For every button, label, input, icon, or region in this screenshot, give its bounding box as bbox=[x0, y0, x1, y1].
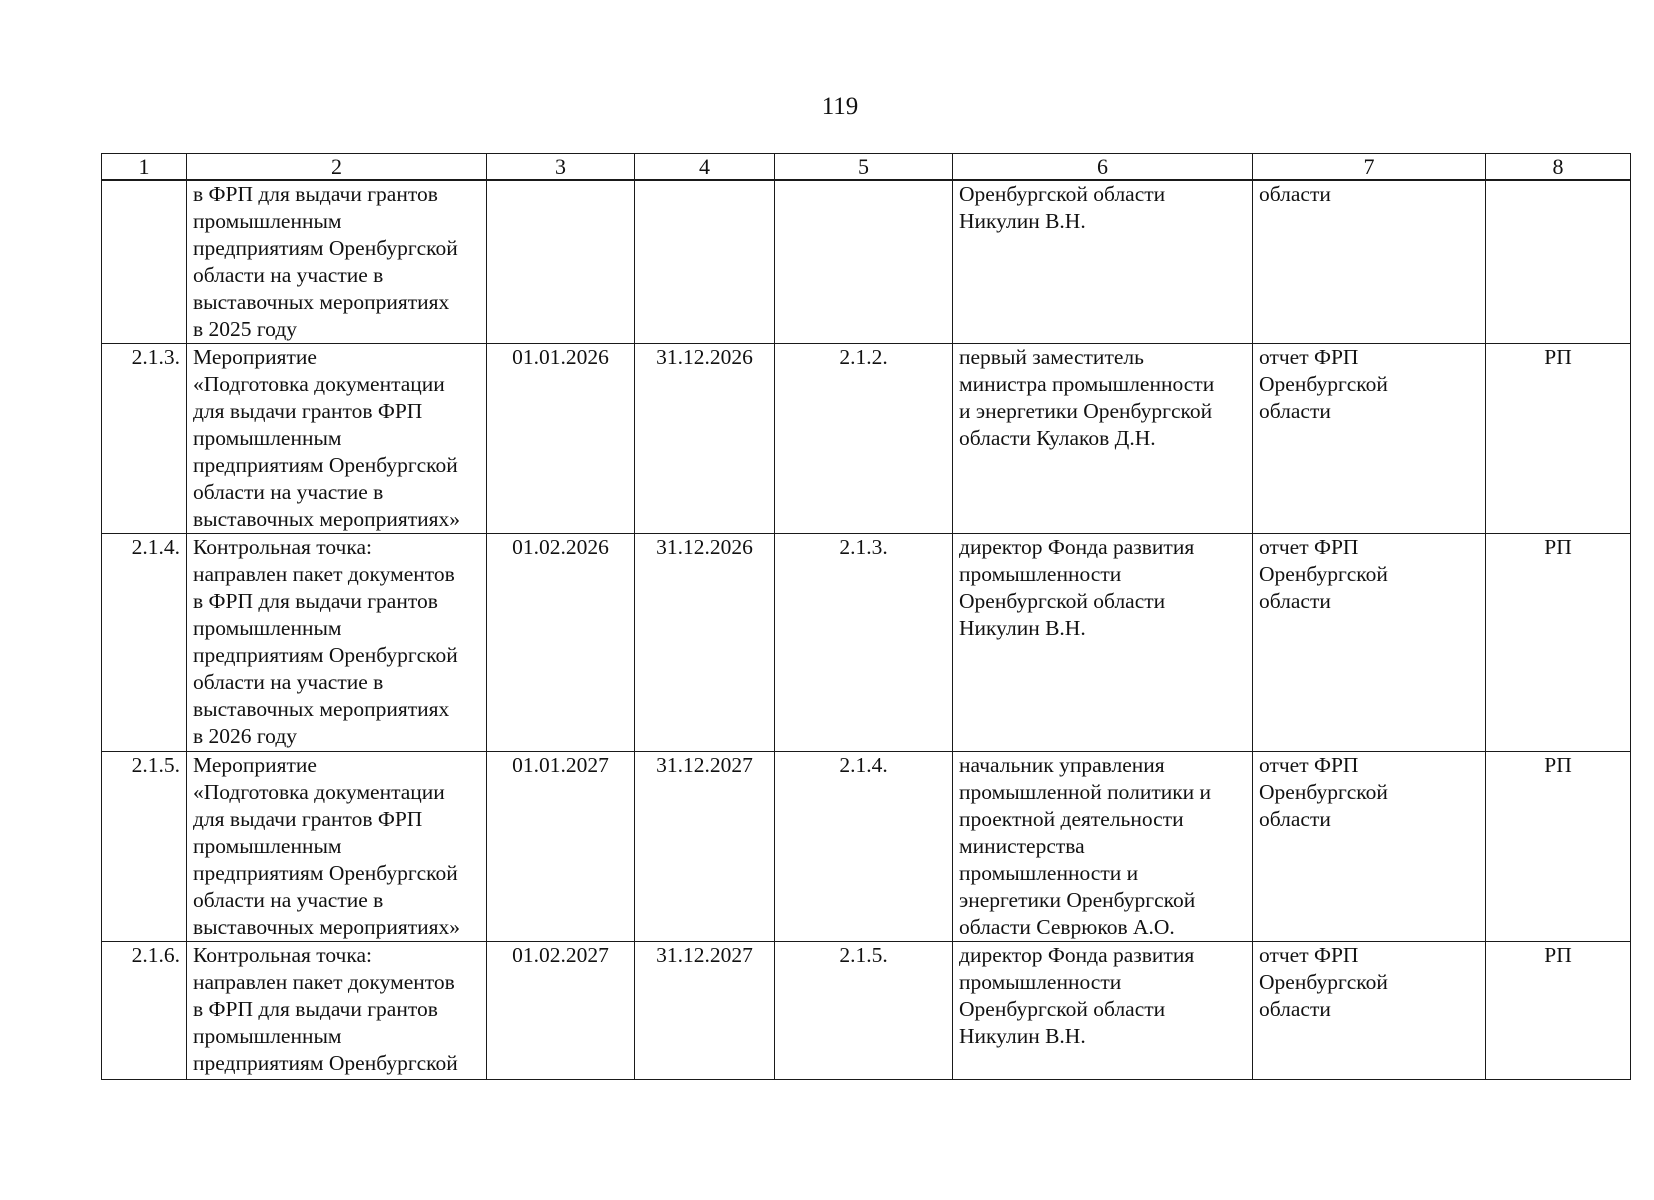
predecessor-cell bbox=[775, 180, 953, 344]
document-cell: отчет ФРП Оренбургской области bbox=[1253, 942, 1486, 1080]
table-row bbox=[102, 534, 1631, 752]
start-date-cell: 01.02.2027 bbox=[487, 942, 635, 1080]
responsible-cell: начальник управления промышленной политики и проектной деятельности министерства промышленности и энергетики Оренбургской области Севрюков А.О. bbox=[953, 752, 1253, 942]
column-header-8: 8 bbox=[1486, 154, 1631, 181]
level-cell bbox=[1486, 180, 1631, 344]
row-number-cell: 2.1.5. bbox=[102, 752, 187, 942]
column-header-6: 6 bbox=[953, 154, 1253, 181]
level-cell: РП bbox=[1486, 534, 1631, 752]
table-row bbox=[102, 942, 1631, 1080]
header-row bbox=[102, 154, 1631, 181]
row-number-cell: 2.1.4. bbox=[102, 534, 187, 752]
responsible-cell: первый заместитель министра промышленности и энергетики Оренбургской области Кулаков Д.Н. bbox=[953, 344, 1253, 534]
title-cell: Контрольная точка: направлен пакет документов в ФРП для выдачи грантов промышленным предприятиям Оренбургской области на участие в выставочных мероприятиях в 2026 году bbox=[187, 534, 487, 752]
title-cell: Мероприятие «Подготовка документации для выдачи грантов ФРП промышленным предприятиям Оренбургской области на участие в выставочных мероприятиях» bbox=[187, 752, 487, 942]
level-cell: РП bbox=[1486, 752, 1631, 942]
start-date-cell: 01.02.2026 bbox=[487, 534, 635, 752]
predecessor-cell: 2.1.5. bbox=[775, 942, 953, 1080]
row-number-cell: 2.1.6. bbox=[102, 942, 187, 1080]
document-cell: области bbox=[1253, 180, 1486, 344]
title-cell: Контрольная точка: направлен пакет документов в ФРП для выдачи грантов промышленным предприятиям Оренбургской bbox=[187, 942, 487, 1080]
row-number-cell bbox=[102, 180, 187, 344]
start-date-cell: 01.01.2027 bbox=[487, 752, 635, 942]
page-number: 119 bbox=[821, 93, 859, 120]
title-cell: Мероприятие «Подготовка документации для выдачи грантов ФРП промышленным предприятиям Оренбургской области на участие в выставочных мероприятиях» bbox=[187, 344, 487, 534]
row-number-cell: 2.1.3. bbox=[102, 344, 187, 534]
predecessor-cell: 2.1.3. bbox=[775, 534, 953, 752]
responsible-cell: Оренбургской области Никулин В.Н. bbox=[953, 180, 1253, 344]
start-date-cell bbox=[487, 180, 635, 344]
end-date-cell: 31.12.2027 bbox=[635, 752, 775, 942]
title-cell: в ФРП для выдачи грантов промышленным предприятиям Оренбургской области на участие в выставочных мероприятиях в 2025 году bbox=[187, 180, 487, 344]
level-cell: РП bbox=[1486, 942, 1631, 1080]
level-cell: РП bbox=[1486, 344, 1631, 534]
responsible-cell: директор Фонда развития промышленности Оренбургской области Никулин В.Н. bbox=[953, 534, 1253, 752]
document-cell: отчет ФРП Оренбургской области bbox=[1253, 534, 1486, 752]
document-cell: отчет ФРП Оренбургской области bbox=[1253, 752, 1486, 942]
column-header-5: 5 bbox=[775, 154, 953, 181]
end-date-cell: 31.12.2026 bbox=[635, 344, 775, 534]
column-header-3: 3 bbox=[487, 154, 635, 181]
table-row bbox=[102, 180, 1631, 344]
predecessor-cell: 2.1.4. bbox=[775, 752, 953, 942]
start-date-cell: 01.01.2026 bbox=[487, 344, 635, 534]
table-row bbox=[102, 344, 1631, 534]
document-cell: отчет ФРП Оренбургской области bbox=[1253, 344, 1486, 534]
responsible-cell: директор Фонда развития промышленности Оренбургской области Никулин В.Н. bbox=[953, 942, 1253, 1080]
column-header-4: 4 bbox=[635, 154, 775, 181]
end-date-cell: 31.12.2026 bbox=[635, 534, 775, 752]
column-header-2: 2 bbox=[187, 154, 487, 181]
schedule-table bbox=[101, 153, 1631, 1080]
end-date-cell bbox=[635, 180, 775, 344]
end-date-cell: 31.12.2027 bbox=[635, 942, 775, 1080]
column-header-7: 7 bbox=[1253, 154, 1486, 181]
column-header-1: 1 bbox=[102, 154, 187, 181]
predecessor-cell: 2.1.2. bbox=[775, 344, 953, 534]
table-row bbox=[102, 752, 1631, 942]
